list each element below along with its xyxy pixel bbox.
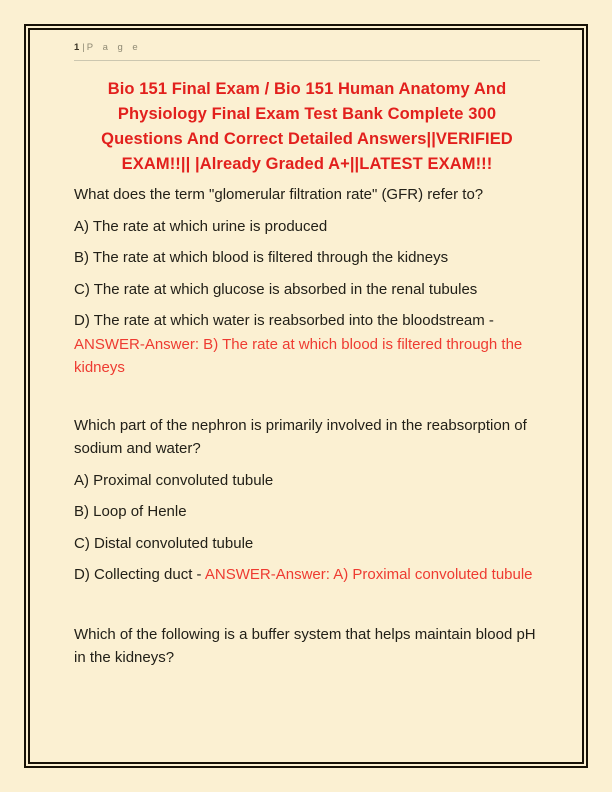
question-1-option-a: A) The rate at which urine is produced xyxy=(74,217,328,235)
question-2-option-b: B) Loop of Henle xyxy=(74,503,187,520)
question-2-option-d-text: D) Collecting duct - xyxy=(74,566,205,583)
page-header-label: P a g e xyxy=(86,42,142,53)
page-content-area xyxy=(28,28,584,764)
document-title: Bio 151 Final Exam / Bio 151 Human Anatomy And Physiology Final Exam Test Bank Complete 300 Questions And Correct Detailed Answers||VERIFIED EXAM!!|| |Already Graded A+||LATEST EXAM!!! xyxy=(101,80,513,173)
question-block-3 xyxy=(74,623,540,670)
question-block-1 xyxy=(74,183,540,380)
blank-line xyxy=(74,388,540,414)
question-1-text: What does the term "glomerular filtration rate" (GFR) refer to? xyxy=(74,186,484,203)
question-2-option-d-with-answer xyxy=(74,563,540,587)
question-2-option-c: C) Distal convoluted tubule xyxy=(74,534,254,552)
question-1-answer-text: ANSWER-Answer: B) The rate at which blood is filtered through the kidneys xyxy=(74,335,523,376)
blank-line xyxy=(74,595,540,623)
page-border-frame xyxy=(24,24,588,768)
page-header-separator: | xyxy=(82,42,85,53)
question-block-2 xyxy=(74,414,540,587)
question-2-option-a: A) Proximal convoluted tubule xyxy=(74,471,274,489)
question-3-text: Which of the following is a buffer system that helps maintain blood pH in the kidneys? xyxy=(74,625,536,666)
question-1-option-d-with-answer xyxy=(74,309,540,380)
question-1-option-b: B) The rate at which blood is filtered through the kidneys xyxy=(74,249,449,266)
page-number: 1 xyxy=(74,42,81,53)
question-2-text: Which part of the nephron is primarily involved in the reabsorption of sodium and water? xyxy=(74,416,527,457)
page-header xyxy=(74,36,540,61)
question-1-option-d-text: D) The rate at which water is reabsorbed into the bloodstream - xyxy=(74,312,494,329)
question-1-option-c: C) The rate at which glucose is absorbed in the renal tubules xyxy=(74,280,478,298)
question-2-answer-text: ANSWER-Answer: A) Proximal convoluted tubule xyxy=(204,566,533,583)
